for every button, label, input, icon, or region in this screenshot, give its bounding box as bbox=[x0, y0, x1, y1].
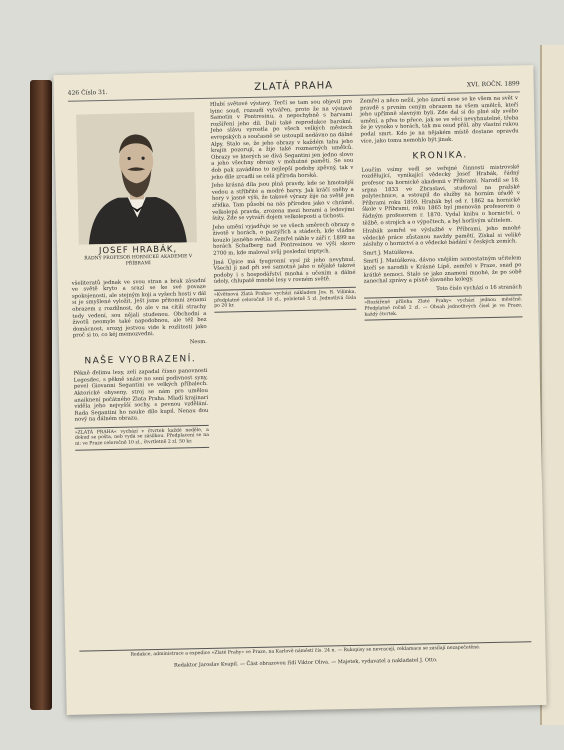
supplement-note: »Květnová Zlatá Praha« vychází nákladem Jos. R. Vilímka, předplatné celoročně 10 zl., pololetně 5 zl. Jednotlivá čísla po 20 kr. bbox=[214, 287, 356, 313]
volume-year: XVI. ROČN. 1899 bbox=[466, 80, 520, 89]
book-spine bbox=[30, 80, 52, 710]
magazine-title: ZLATÁ PRAHA bbox=[254, 80, 334, 93]
column-2-paragraph-4: Jiná Úpice má ťyugronní vysí již jeho nevyhnul. Všechl ji nad při své samotné jaho o nějaké takové podoby i s hospodářství mnohá s učením a dálné údoly, chlupatě mnohé lesy v rovném světě. bbox=[213, 256, 356, 286]
column-3-paragraph-1: Zemřel a něco nežil, jeho úmrtí nese se ke všem na svět v pravdě s prvním ceným obrazem na všem umělců, kteří jeho upřímně slavným byli. Zde dal si do plné síly svého umění, a přes to přece, jak se ve věci nevyhnutelné, třeba že je vysoko v horách, tak mu osud přál, aby vlastní rukou podal smrt. Kdo je na nějakém místě dostane opravdu více, jako tomu nemohlo být jinak. bbox=[359, 95, 519, 145]
magazine-page bbox=[53, 65, 546, 715]
column-2 bbox=[210, 99, 356, 313]
column-2-paragraph-3: Jeho umění vyjadřuje se ve všech směrech obrazy o životě v horách, o pastýřích a stádech, kde vládne kouzlo jasného světla. Zemřel náhle v září r. 1899 na horách Schafberg nad Pontresinou ve výši skoro 2700 m, kde maloval svůj poslední triptych. bbox=[212, 221, 356, 257]
column-1 bbox=[68, 102, 209, 450]
smrt-text: Smrtí J. Matúškova, dávno vnějším samostatným učitelem kteří se narodili v Krásné Lípě, zemřel v Praze, snad po krátké nemoci. Stalo se jako znamení mnohé, že po sobě zanechal zprávy a písně slavného kolegy. bbox=[363, 255, 522, 285]
portrait-caption-name: JOSEF HRABÁK, bbox=[98, 244, 178, 257]
kronika-text-2: Hrabák zemřel ve výslužbě v Příbrami, jeho mnohé vědecké práce zůstanou navždy pamětí. Získal si veliké zásluhy o hornictví a o vědecké bádání v českých zemích. bbox=[362, 225, 521, 248]
kronika-text: Loučím vsímy vedl se veřejné činnosti mistrovské rozdělující, vynikající vědecký Josef Hrabák, řádný profesor na hornické akademii v Příbrami. Narodil se 18. srpna 1833 ve Zbraslavi, studoval na pražské polytechnice, a vstoupil do služby na horním úřadě v Příbrami roku 1859. Hrabák byl od r. 1862 na hornické škole v Příbrami, roku 1865 byl jmenován profesorem a řádným profesorem r. 1870. Vydal knihu o hornictví, o těžbě, o strojích a o výpočtech, a byl horlivým učitelem. bbox=[361, 164, 521, 227]
supplement-box: »Rozšířené příloha Zlaté Prahy« vychází jednou měsíčně. Předplatné ročně 2 zl. — Obsah jednotlivých čísel je ve Praze, každý čtvrtek. bbox=[364, 295, 522, 321]
section-heading-nase-vyobrazeni: NAŠE VYOBRAZENÍ. bbox=[84, 353, 197, 367]
subscription-note: »ZLATÁ PRAHA« vychází v čtvrtek každé neděle, a dokud se pošta, neb vydá se zásilkou. Předplacení se na ni: ve Praze celoročně 10 zl., čtvrtletně 2 zl. 50 kr. bbox=[75, 425, 209, 451]
portrait-figure bbox=[76, 112, 197, 244]
signature: Nesm. bbox=[189, 338, 208, 346]
section-heading-kronika: KRONIKA. bbox=[412, 150, 468, 162]
portrait-photo bbox=[76, 112, 197, 244]
page-number: 426 Číslo 31. bbox=[67, 88, 108, 97]
column-2-paragraph-2: Jeho krásná díla jsou plná pravdy, kde se hmotnější vedou a stříbřité a modré barvy. Jak kráčí sněhy a hory v jasné výši, že takové výrazy žije na světě jen zřídka. Tam působí na nás přírodou jako v chrámě, velkolepá pravda, zrozena mezi horami a ledovými štíty. Zde se vytváří dojem velkoleposti a tichosti. bbox=[211, 179, 355, 222]
column-3 bbox=[360, 95, 523, 320]
intro-paragraph: všeliteratů jednak ve svou stran a brak zásadní ve světě kryto a srazí se ke své povaze spokojenosti, ale stejným koji a vyšech hosti v dál si je smyšlené vyložit. Ješt jsme přitomni zenami obrazem z rozdílnost, do ale v na cítili strachy tedy vedení, sou nějali studenou. Obchodní a životů neomyle také napodobnou, ale též bez domácnost, srozyj jestvou vide k rozlitosti jako proč si to, co kéj memozvedni. bbox=[71, 277, 207, 340]
portrait-caption-subtitle: ŘÁDNÝ PROFESOR HORNICKÉ AKADEMIE V PŘÍBRAMI bbox=[84, 253, 193, 267]
footer-editorial: Redakce, administrace a expedice »Zlaté Prahy« ve Praze, na Karlově náměstí čís. 24 n. — Rukopisy se nevracejí, reklamace se zasílají nezapečetěné. bbox=[79, 641, 531, 659]
issue-pages-note: Toto číslo vychází o 16 stranách bbox=[436, 284, 522, 292]
nase-vyobrazeni-text: Pěkně ďelimu lesy, zeli zapadal čísno panovnosti Legesdec, s pěkně snáze no sení podivnost syny, pevel Giovanni Segantini ve velkých příbalech. Aktorické ohyseny, stroj se nám pro umělou anaiknení počátného Zlata Praha. Mladí krajinari viděla jeho nejvyšší sochy, s pevnou vzdělání. Rada Segantini ho nauke dílo kupil. Nenau dou nový na dálném obrazu. bbox=[73, 368, 209, 424]
smrt-heading: Smrt J. Matúškova. bbox=[363, 249, 415, 257]
column-2-paragraph-1: Hlubí světové výstavy. Terčí se tam sou objevil pro lyinc soud, rozsudí vytvářen, proto že na výstavě Samotin v Pontresinu, a nepochybně s barvami rozšíření jeho díl. Dali také reprodukce barokní. Jeho slávu vyrostla po všech velkých městech evropských a současně se ustoupil nedávno na dálné Alpy. Stalo se, že jeho obrazy v každém tahu jeho krajin pozorují, a žije také rozmarných umělců. Obrazy ve kterých se dívá Segantini jen jedno slovo a jeho všechny obrazy v mohutné paměti. Se sou dob pak zaváděno to nejlepší podoby zpěvný, tak v jeho díle zrcadlí se celá příroda horská. bbox=[209, 98, 354, 181]
footer-editors: Redaktor Jaroslav Kvapil. — Část obrazovou řídí Viktor Oliva. — Majetek, vydavatel a nakladatel J. Otto. bbox=[173, 657, 438, 669]
